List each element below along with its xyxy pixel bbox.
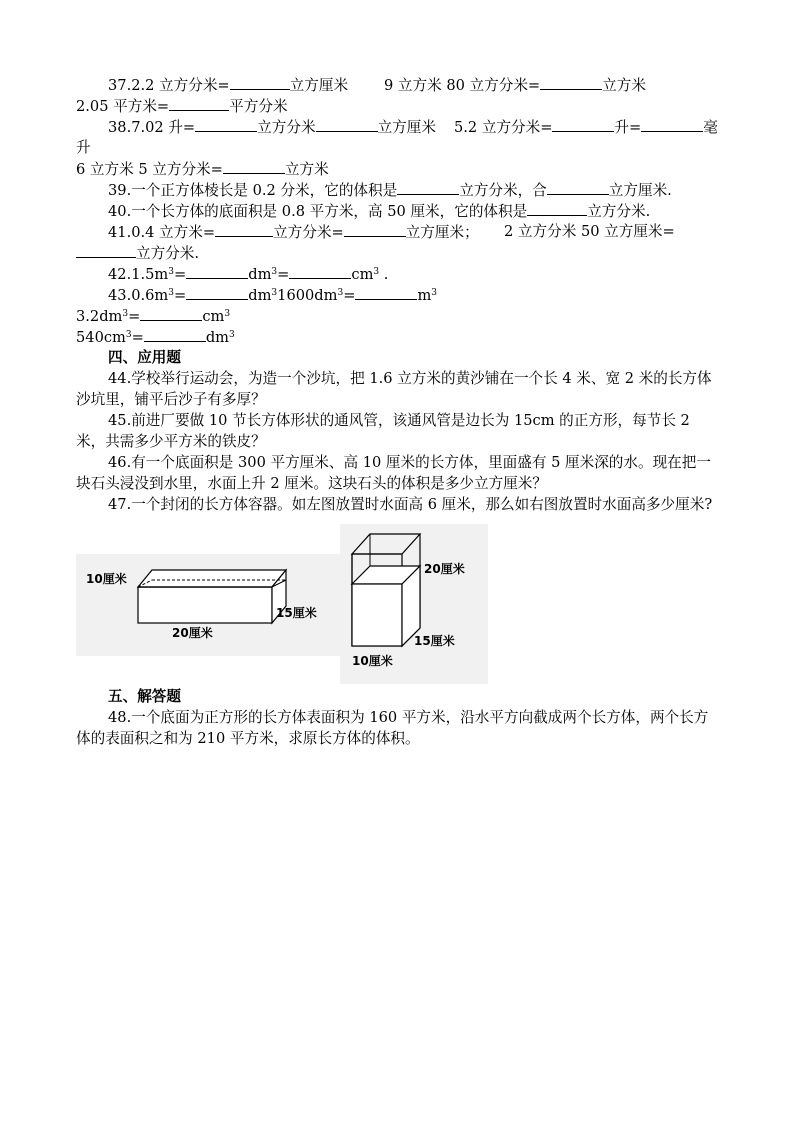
- q43-part4-text: 540cm: [76, 329, 126, 346]
- answer-blank[interactable]: [344, 221, 406, 237]
- q43-unit3: cm: [202, 308, 225, 325]
- q41-unit2: 立方厘米；: [405, 224, 479, 241]
- figure-right-box: [340, 524, 488, 684]
- equals: =: [174, 287, 187, 304]
- label-depth-15cm: 15厘米: [414, 634, 455, 648]
- answer-blank[interactable]: [195, 116, 257, 132]
- q42-text: 42.1.5m: [108, 266, 169, 283]
- q41-part2-unit: 立方分米.: [136, 245, 200, 262]
- equals: =: [128, 308, 141, 325]
- question-42: [76, 263, 720, 284]
- superscript: 3: [271, 267, 278, 277]
- question-38-cont2: [76, 158, 720, 179]
- label-height-10cm: 10厘米: [86, 572, 127, 586]
- q39-unit1: 立方分米，合: [459, 182, 547, 199]
- q38-part2-unit2: 毫: [703, 119, 718, 136]
- q41-text: 41.0.4 立方米=: [108, 224, 216, 241]
- q37-part3-unit: 平方分米: [229, 98, 288, 115]
- answer-blank[interactable]: [144, 326, 206, 342]
- q42-end: .: [379, 266, 389, 283]
- answer-blank[interactable]: [186, 263, 248, 279]
- answer-blank[interactable]: [76, 242, 136, 258]
- answer-blank[interactable]: [215, 221, 273, 237]
- q38-unit-wrap: 升: [76, 139, 91, 156]
- question-43: [76, 284, 720, 305]
- q42-unit2: cm: [351, 266, 374, 283]
- q41-part2-text: 2 立方分米 50 立方厘米=: [504, 223, 675, 240]
- worksheet-lower: [76, 686, 720, 749]
- answer-blank[interactable]: [316, 116, 378, 132]
- q38-part3-text: 6 立方米 5 立方分米=: [76, 161, 223, 178]
- q37-part1-text: 37.2.2 立方分米=: [108, 77, 230, 94]
- question-40: [76, 200, 720, 221]
- answer-blank[interactable]: [186, 284, 248, 300]
- question-41: [76, 221, 720, 242]
- question-47: 47.一个封闭的长方体容器。如左图放置时水面高 6 厘米，那么如右图放置时水面高多少厘米?: [108, 496, 713, 513]
- answer-blank[interactable]: [547, 179, 609, 195]
- question-43-cont2: [76, 326, 720, 347]
- q38-part2-unit1: 升=: [614, 119, 642, 136]
- section-heading-solve: 五、解答题: [108, 688, 181, 705]
- question-46: 46.有一个底面积是 300 平方厘米、高 10 厘米的长方体，里面盛有 5 厘米深的水。现在把一块石头浸没到水里，水面上升 2 厘米。这块石头的体积是多少立方厘米？: [76, 454, 711, 492]
- q38-part2-text: 5.2 立方分米=: [454, 119, 553, 136]
- question-45: 45.前进厂要做 10 节长方体形状的通风管，该通风管是边长为 15cm 的正方形，每节长 2 米，共需多少平方米的铁皮？: [76, 412, 690, 450]
- q38-unit1: 立方分米: [257, 119, 316, 136]
- superscript: 3: [224, 309, 231, 319]
- q37-part1-unit: 立方厘米: [289, 77, 349, 94]
- q39-unit2: 立方厘米.: [608, 182, 672, 199]
- q43-unit2: m: [417, 287, 432, 304]
- question-41-cont: [76, 242, 720, 263]
- answer-blank[interactable]: [355, 284, 417, 300]
- answer-blank[interactable]: [230, 74, 290, 90]
- superscript: 3: [229, 330, 235, 340]
- q42-unit1: dm: [248, 266, 272, 283]
- q43-text: 43.0.6m: [108, 287, 169, 304]
- q37-part3-text: 2.05 平方米=: [76, 98, 170, 115]
- answer-blank[interactable]: [641, 116, 703, 132]
- q43-unit4: dm: [205, 329, 230, 346]
- answer-blank[interactable]: [169, 95, 229, 111]
- section-heading-application: 四、应用题: [108, 349, 181, 366]
- equals: =: [343, 287, 356, 304]
- equals: =: [131, 329, 144, 346]
- answer-blank[interactable]: [527, 200, 587, 216]
- question-37-cont: [76, 95, 720, 116]
- question-43-cont: [76, 305, 720, 326]
- answer-blank[interactable]: [140, 305, 202, 321]
- answer-blank[interactable]: [289, 263, 351, 279]
- q37-part2-unit: 立方米: [602, 77, 646, 94]
- label-depth-15cm: 15厘米: [276, 606, 317, 620]
- q41-unit1: 立方分米=: [273, 224, 344, 241]
- q43-unit1: dm: [248, 287, 272, 304]
- equals: =: [174, 266, 187, 283]
- q38-unit2: 立方厘米: [377, 119, 436, 136]
- q43-part2-text: 1600dm: [277, 287, 338, 304]
- answer-blank[interactable]: [223, 158, 285, 174]
- superscript: 3: [125, 330, 132, 340]
- question-39: [76, 179, 720, 200]
- worksheet: [76, 74, 720, 515]
- equals: =: [277, 266, 290, 283]
- answer-blank[interactable]: [397, 179, 459, 195]
- superscript: 3: [337, 288, 344, 298]
- superscript: 3: [122, 309, 129, 319]
- superscript: 3: [271, 288, 278, 298]
- q40-unit: 立方分米.: [587, 203, 651, 220]
- figure-left-box: [76, 554, 340, 656]
- question-38: [76, 116, 720, 137]
- label-height-20cm: 20厘米: [424, 562, 465, 576]
- q38-text: 38.7.02 升=: [108, 119, 196, 136]
- question-44: 44.学校举行运动会，为造一个沙坑，把 1.6 立方米的黄沙铺在一个长 4 米、宽 2 米的长方体沙坑里，铺平后沙子有多厚？: [76, 370, 712, 408]
- answer-blank[interactable]: [552, 116, 614, 132]
- superscript: 3: [168, 288, 174, 298]
- question-48: 48.一个底面为正方形的长方体表面积为 160 平方米，沿水平方向截成两个长方体，两个长方体的表面积之和为 210 平方米，求原长方体的体积。: [76, 709, 709, 747]
- superscript: 3: [431, 288, 438, 298]
- q37-part2-text: 9 立方米 80 立方分米=: [384, 77, 541, 94]
- superscript: 3: [373, 267, 380, 277]
- label-width-10cm: 10厘米: [352, 654, 393, 668]
- label-length-20cm: 20厘米: [172, 626, 213, 640]
- q38-part3-unit: 立方米: [284, 161, 329, 178]
- q39-text: 39.一个正方体棱长是 0.2 分米，它的体积是: [108, 182, 398, 199]
- q43-part3-text: 3.2dm: [76, 308, 123, 325]
- superscript: 3: [168, 267, 174, 277]
- q40-text: 40.一个长方体的底面积是 0.8 平方米，高 50 厘米，它的体积是: [108, 203, 528, 220]
- question-37: [76, 74, 720, 95]
- question-38-cont: [76, 137, 720, 158]
- answer-blank[interactable]: [540, 74, 602, 90]
